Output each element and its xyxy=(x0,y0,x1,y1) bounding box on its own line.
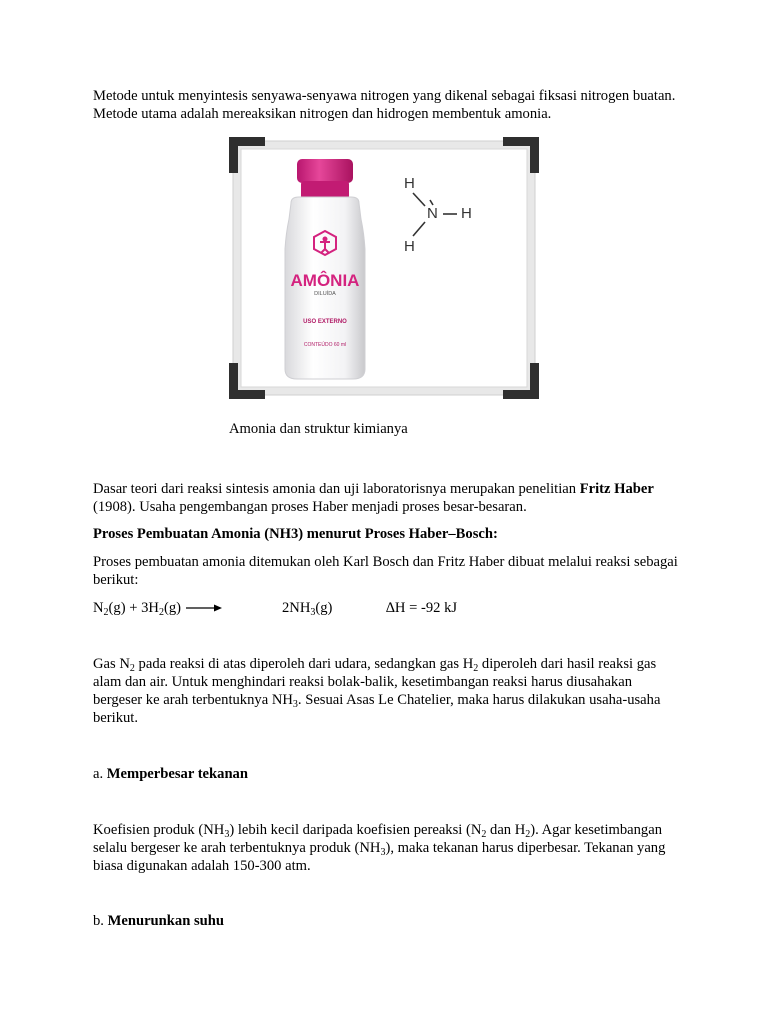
bottle-sub: DILUÍDA xyxy=(314,291,336,297)
item-a-heading: a. Memperbesar tekanan xyxy=(93,766,248,782)
process-paragraph: Proses pembuatan amonia ditemukan oleh Karl Bosch dan Fritz Haber dibuat melalui reaksi sebagai berikut: xyxy=(93,554,678,588)
text-span: (1908). Usaha pengembangan proses Haber menjadi proses besar-besaran. xyxy=(93,499,527,515)
amonia-figure xyxy=(229,137,539,399)
reaction-equation xyxy=(93,599,693,619)
product: $2NH_3(g)$ xyxy=(282,600,333,618)
reactants: $N_2(g) + 3H_2(g)$ xyxy=(93,600,181,618)
section-heading xyxy=(93,525,683,543)
enthalpy: ∆H = -92 kJ xyxy=(386,600,458,616)
intro-paragraph: Metode untuk menyintesis senyawa-senyawa nitrogen yang dikenal sebagai fiksasi nitrogen buatan. Metode utama adalah mereaksikan nitrogen dan hidrogen membentuk amonia. xyxy=(93,88,676,122)
atom-h-bottom: H xyxy=(404,238,415,255)
haber-paragraph xyxy=(93,480,683,516)
atom-n: N xyxy=(427,205,438,222)
atom-h-right: H xyxy=(461,205,472,222)
atom-h-top: H xyxy=(404,175,415,192)
pressure-paragraph: Koefisien produk $(NH_3)$ lebih kecil daripada koefisien pereaksi ($N_2$ dan $H_2$). Agar kesetimbangan selalu bergeser ke arah terbentuknya produk $(NH_3)$, maka tekanan harus diperbesar. Tekanan yang biasa digunakan adalah 150-300 atm. xyxy=(93,822,666,874)
item-b-heading: b. Menurunkan suhu xyxy=(93,913,224,929)
gas-source-paragraph: Gas $N_2$ pada reaksi di atas diperoleh dari udara, sedangkan gas $H_2$ diperoleh dari hasil reaksi gas alam dan air. Untuk menghindari reaksi bolak-balik, kesetimbangan reaksi harus diusahakan bergeser ke arah terbentuknya $NH_3$. Sesuai Asas Le Chatelier, maka harus dilakukan usaha-usaha berikut. xyxy=(93,656,661,726)
figure-caption: Amonia dan struktur kimianya xyxy=(229,421,408,437)
text-span: Dasar teori dari reaksi sintesis amonia dan uji laboratorisnya merupakan penelitian xyxy=(93,481,580,497)
reaction-arrow-icon xyxy=(186,603,222,613)
bold-name: Fritz Haber xyxy=(579,481,654,497)
bottle-use: USO EXTERNO xyxy=(303,319,347,325)
bottle-brand: AMÔNIA xyxy=(290,271,360,290)
heading-text: Proses Pembuatan Amonia (NH3) menurut Proses Haber–Bosch: xyxy=(93,526,498,542)
bottle-content: CONTEÚDO 60 ml xyxy=(303,342,347,348)
